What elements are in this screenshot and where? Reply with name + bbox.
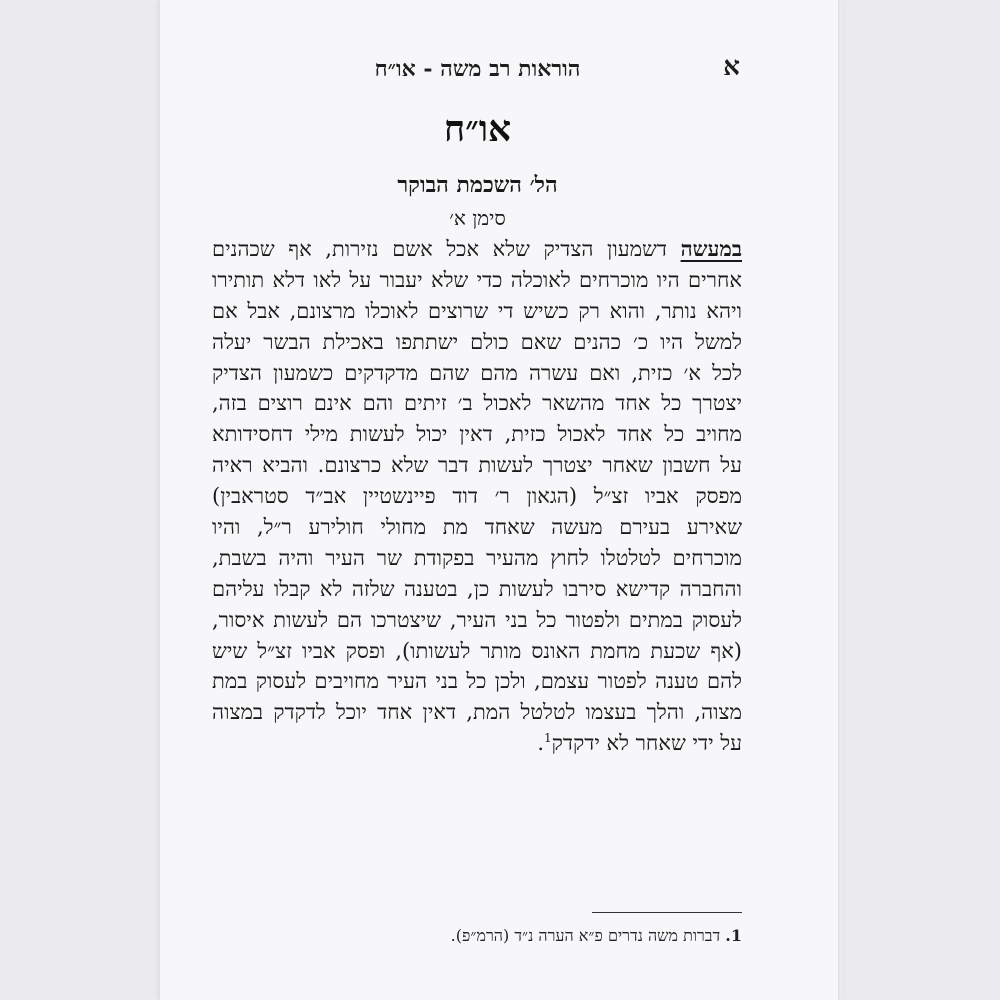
footnote-divider xyxy=(592,912,742,913)
text-line: לעסוק במתים ולפטור כל בני העיר, שיצטרכו הם לעשות איסור, xyxy=(212,607,742,632)
opening-word: במעשה xyxy=(680,236,742,261)
text-line: לכל א׳ כזית, ואם עשרה מהם שהם מדקדקים כשמעון הצדיק xyxy=(212,360,742,385)
text-line: (אף שכעת מחמת האונס מותר לעשותו), ופסק אביו זצ״ל שיש xyxy=(212,638,742,663)
text-line-last xyxy=(212,728,742,759)
text-line xyxy=(212,234,742,265)
footnote-marker[interactable]: 1 xyxy=(544,731,552,746)
text-line: להם טענה לפטור עצמם, ולכן כל בני העיר מחויבים לעסוק במת xyxy=(212,669,742,694)
text-line: מחויב כל אחד לאכול כזית, דאין יכול לעשות מילי דחסידותא xyxy=(212,422,742,447)
page-number: א xyxy=(723,52,740,82)
page-header xyxy=(215,50,740,90)
text-line: למשל היו כ׳ כהנים שאם כולם ישתתפו באכילת הבשר יעלה xyxy=(212,329,742,354)
footnote-text: דברות משה נדרים פ״א הערה נ״ד (הרמ״פ). xyxy=(450,926,726,945)
body-text xyxy=(212,234,742,759)
text-line: על חשבון שאחר יצטרך לעשות דבר שלא כרצונם. והביא ראיה xyxy=(212,453,742,478)
line-text: על ידי שאחר לא ידקדק xyxy=(551,731,742,756)
footnote-number: 1. xyxy=(725,926,742,945)
text-line: ויהא נותר, והוא רק כשיש די שרוצים לאוכלו מרצונם, אבל אם xyxy=(212,298,742,323)
line-end: . xyxy=(537,731,545,756)
text-line: אחרים היו מוכרחים לאוכלה כדי שלא יעבור על לאו דלא תותירו xyxy=(212,267,742,292)
chapter-heading: הל׳ השכמת הבוקר xyxy=(397,172,558,198)
text-line: מצוה, והלך בעצמו לטלטל המת, דאין אחד יוכל לדקדק במצוה xyxy=(212,700,742,725)
section-title: או״ח xyxy=(443,108,512,150)
line-text: דשמעון הצדיק שלא אכל אשם נזירות, אף שכהנים xyxy=(212,237,681,261)
text-line: והחברה קדישא סירבו לעשות כן, בטענה שלזה לא קבלו עליהם xyxy=(212,576,742,601)
siman-heading: סימן א׳ xyxy=(449,206,506,230)
footnote xyxy=(215,926,742,946)
page-edge xyxy=(838,0,842,1000)
text-line: שאירע בעירם מעשה שאחד מת מחולי חולירע ר״ל, והיו xyxy=(212,515,742,540)
text-line: מוכרחים לטלטלו לחוץ מהעיר בפקודת שר העיר והיה בשבת, xyxy=(212,545,742,570)
text-line: יצטרך כל אחד מהשאר לאכול ב׳ זיתים והם אינם רוצים בזה, xyxy=(212,391,742,416)
text-line: מפסק אביו זצ״ל (הגאון ר׳ דוד פיינשטיין אב״ד סטראבין) xyxy=(212,484,742,509)
running-head: הוראות רב משה - או״ח xyxy=(374,56,581,82)
